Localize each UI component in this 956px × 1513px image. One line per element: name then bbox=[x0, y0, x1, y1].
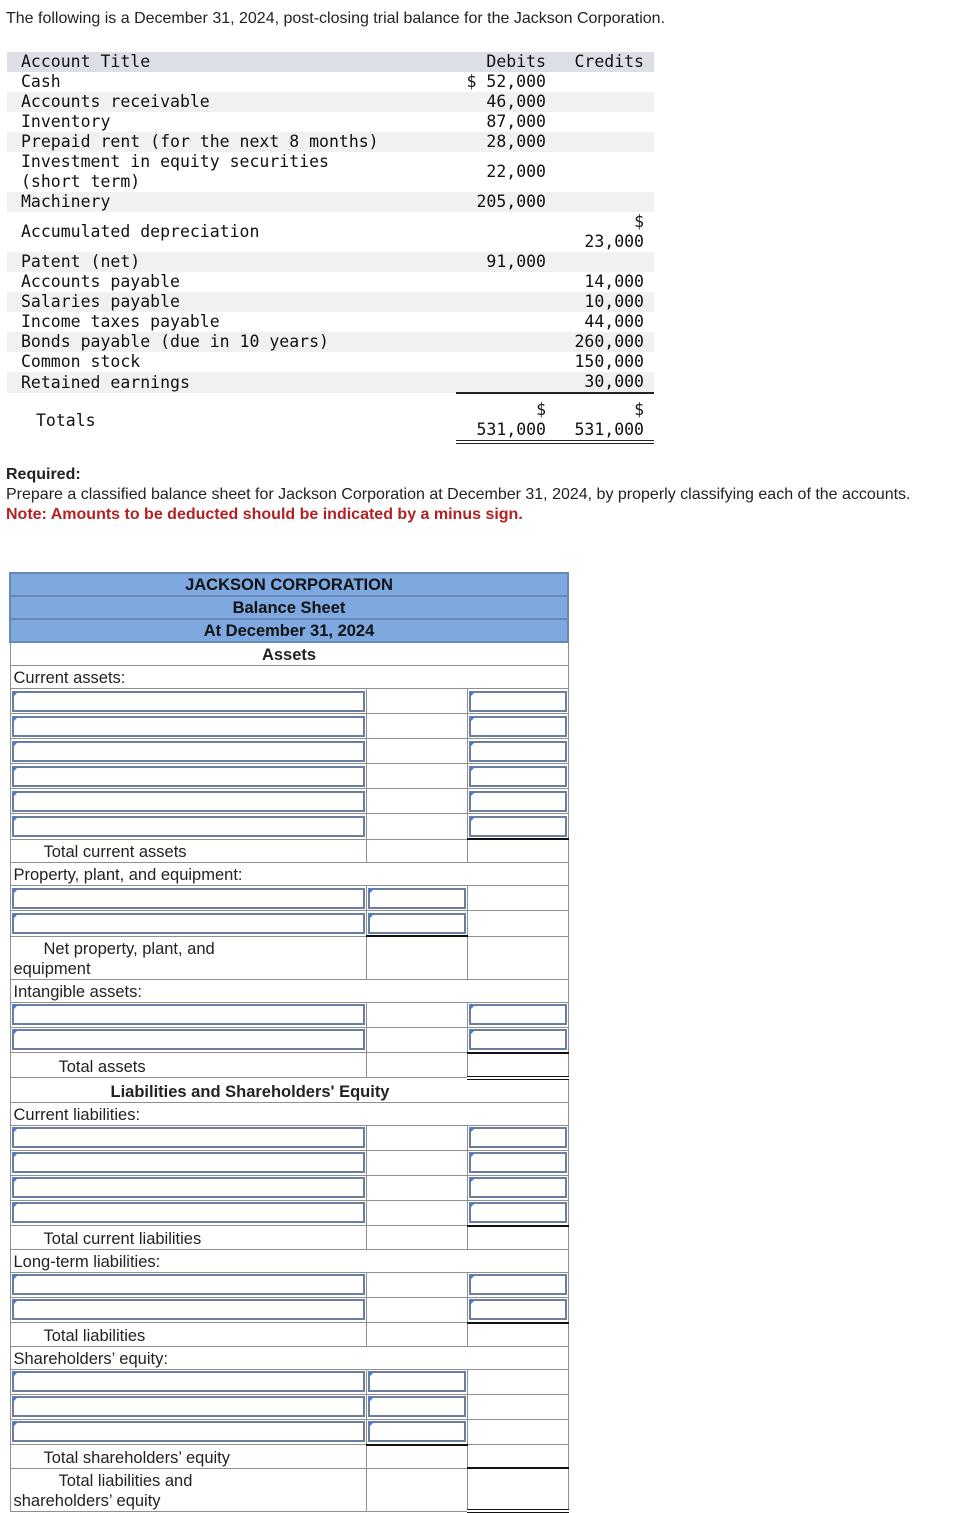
account-select[interactable] bbox=[12, 1004, 365, 1025]
tb-row: Accounts payable 14,000 bbox=[21, 272, 644, 291]
amount-input[interactable] bbox=[469, 816, 567, 837]
tb-row: Prepaid rent (for the next 8 months) 28,000 bbox=[7, 132, 654, 152]
amount-input[interactable] bbox=[469, 1127, 567, 1148]
account-select[interactable] bbox=[12, 691, 365, 712]
amount-input[interactable] bbox=[469, 1274, 567, 1295]
current-liability-row bbox=[10, 1125, 568, 1150]
statement-date: At December 31, 2024 bbox=[10, 619, 568, 642]
tb-row: Salaries payable 10,000 bbox=[7, 292, 654, 312]
amount-input[interactable] bbox=[469, 1299, 567, 1320]
amount-input[interactable] bbox=[469, 1202, 567, 1223]
required-section bbox=[6, 465, 946, 525]
total-liabilities-label: Total liabilities bbox=[10, 1323, 366, 1347]
tb-row: Cash $ 52,000 bbox=[21, 72, 546, 91]
total-equity-label: Total shareholders’ equity bbox=[10, 1445, 366, 1469]
amount-input[interactable] bbox=[368, 1371, 466, 1392]
tb-totals-row: Totals $ 531,000 $ 531,000 bbox=[7, 393, 654, 442]
tb-row: Bonds payable (due in 10 years) 260,000 bbox=[7, 332, 654, 352]
balance-sheet-table bbox=[9, 572, 569, 1513]
account-select[interactable] bbox=[12, 766, 365, 787]
tb-row: Retained earnings 30,000 bbox=[7, 372, 654, 393]
account-select[interactable] bbox=[12, 741, 365, 762]
ppe-label: Property, plant, and equipment: bbox=[10, 863, 568, 886]
amount-input[interactable] bbox=[368, 888, 466, 909]
assets-heading: Assets bbox=[10, 642, 568, 666]
account-select[interactable] bbox=[12, 1421, 365, 1442]
amount-input[interactable] bbox=[469, 1029, 567, 1050]
current-asset-row bbox=[10, 739, 568, 764]
total-current-assets-value bbox=[467, 839, 568, 863]
account-select[interactable] bbox=[12, 1299, 365, 1320]
total-assets-label: Total assets bbox=[10, 1053, 366, 1078]
current-liabilities-label: Current liabilities: bbox=[10, 1102, 568, 1125]
amount-input[interactable] bbox=[469, 1004, 567, 1025]
total-equity-value bbox=[467, 1445, 568, 1469]
tb-row: Inventory 87,000 bbox=[21, 112, 546, 131]
current-asset-row bbox=[10, 689, 568, 714]
tb-row: Income taxes payable 44,000 bbox=[21, 312, 644, 331]
tb-row: Accounts receivable 46,000 bbox=[7, 92, 654, 112]
total-liabilities-equity-value bbox=[467, 1468, 568, 1511]
total-liabilities-value bbox=[467, 1323, 568, 1347]
account-select[interactable] bbox=[12, 1152, 365, 1173]
current-asset-row bbox=[10, 814, 568, 840]
account-select[interactable] bbox=[12, 716, 365, 737]
amount-input[interactable] bbox=[469, 791, 567, 812]
account-select[interactable] bbox=[12, 791, 365, 812]
company-name: JACKSON CORPORATION bbox=[10, 573, 568, 596]
current-asset-row bbox=[10, 714, 568, 739]
account-select[interactable] bbox=[12, 1029, 365, 1050]
intangible-row bbox=[10, 1027, 568, 1053]
note-text: Note: Amounts to be deducted should be indicated by a minus sign. bbox=[6, 506, 523, 523]
total-assets-value bbox=[467, 1053, 568, 1078]
ppe-row bbox=[10, 886, 568, 911]
net-ppe-label: Net property, plant, and equipment bbox=[10, 936, 366, 979]
equity-row bbox=[10, 1419, 568, 1445]
col-account-title: Account Title bbox=[7, 52, 456, 72]
amount-input[interactable] bbox=[368, 913, 466, 934]
amount-input[interactable] bbox=[469, 1152, 567, 1173]
long-term-liabilities-label: Long-term liabilities: bbox=[10, 1249, 568, 1272]
total-liabilities-equity-label: Total liabilities and shareholders’ equity bbox=[10, 1468, 366, 1511]
required-text: Prepare a classified balance sheet for Jackson Corporation at December 31, 2024, by properly classifying each of the accounts. bbox=[6, 486, 911, 503]
account-select[interactable] bbox=[12, 1177, 365, 1198]
ppe-row bbox=[10, 911, 568, 937]
current-liability-row bbox=[10, 1150, 568, 1175]
equity-row bbox=[10, 1369, 568, 1394]
tb-row: Common stock 150,000 bbox=[21, 352, 644, 371]
tb-row: Machinery 205,000 bbox=[7, 192, 654, 212]
amount-input[interactable] bbox=[469, 741, 567, 762]
account-select[interactable] bbox=[12, 1371, 365, 1392]
amount-input[interactable] bbox=[469, 766, 567, 787]
intro-text: The following is a December 31, 2024, post-closing trial balance for the Jackson Corporation. bbox=[6, 10, 666, 27]
current-liability-row bbox=[10, 1175, 568, 1200]
account-select[interactable] bbox=[12, 1127, 365, 1148]
account-select[interactable] bbox=[12, 913, 365, 934]
current-liability-row bbox=[10, 1200, 568, 1226]
account-select[interactable] bbox=[12, 888, 365, 909]
trial-balance-table bbox=[7, 52, 654, 444]
tb-row: Patent (net) 91,000 bbox=[7, 252, 654, 272]
equity-row bbox=[10, 1394, 568, 1419]
account-select[interactable] bbox=[12, 1274, 365, 1295]
amount-input[interactable] bbox=[469, 691, 567, 712]
current-asset-row bbox=[10, 764, 568, 789]
account-select[interactable] bbox=[12, 1396, 365, 1417]
account-select[interactable] bbox=[12, 1202, 365, 1223]
statement-title: Balance Sheet bbox=[10, 596, 568, 619]
amount-input[interactable] bbox=[469, 716, 567, 737]
liabilities-equity-heading: Liabilities and Shareholders' Equity bbox=[10, 1078, 568, 1103]
long-term-liability-row bbox=[10, 1272, 568, 1297]
net-ppe-value bbox=[467, 936, 568, 979]
amount-input[interactable] bbox=[469, 1177, 567, 1198]
intangible-row bbox=[10, 1002, 568, 1027]
amount-input[interactable] bbox=[368, 1421, 466, 1442]
tb-row: Accumulated depreciation $ 23,000 bbox=[21, 212, 644, 251]
col-credits: Credits bbox=[554, 52, 654, 72]
amount-input[interactable] bbox=[368, 1396, 466, 1417]
current-assets-label: Current assets: bbox=[10, 666, 568, 689]
tb-row: Investment in equity securities (short term) 22,000 bbox=[21, 152, 546, 191]
total-current-liabilities-label: Total current liabilities bbox=[10, 1226, 366, 1250]
total-current-assets-label: Total current assets bbox=[10, 839, 366, 863]
required-label: Required: bbox=[6, 466, 81, 483]
equity-label: Shareholders’ equity: bbox=[10, 1346, 568, 1369]
current-asset-row bbox=[10, 789, 568, 814]
col-debits: Debits bbox=[456, 52, 554, 72]
account-select[interactable] bbox=[12, 816, 365, 837]
intangible-label: Intangible assets: bbox=[10, 979, 568, 1002]
long-term-liability-row bbox=[10, 1297, 568, 1323]
total-current-liabilities-value bbox=[467, 1226, 568, 1250]
